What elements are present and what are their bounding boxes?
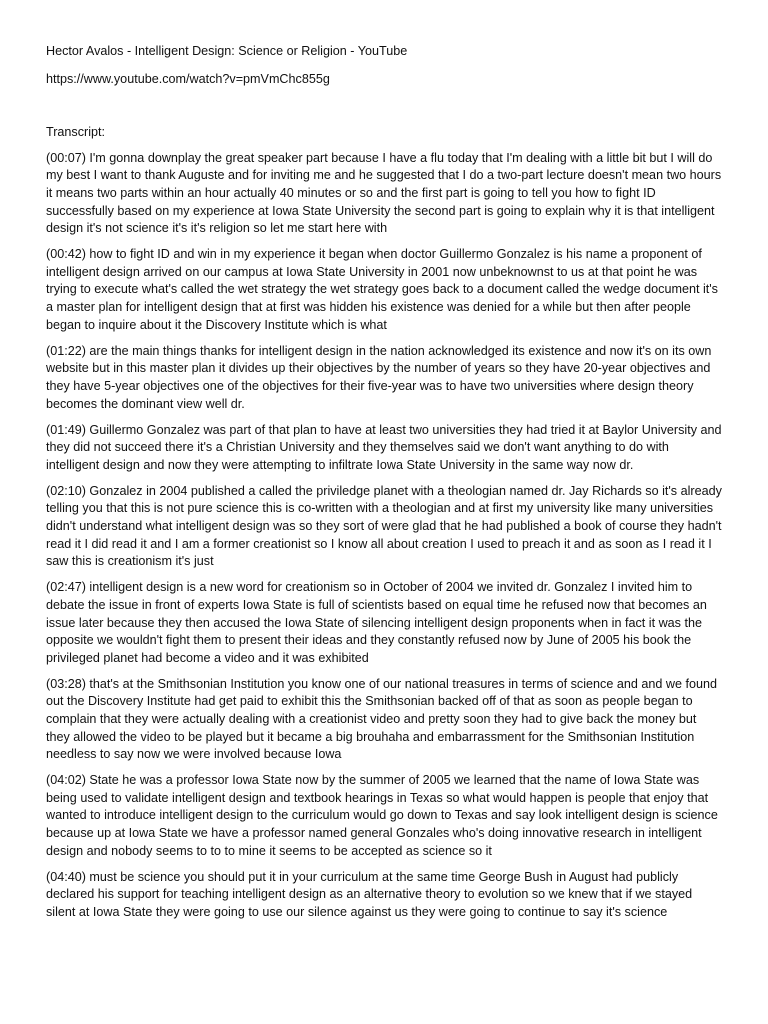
document-page xyxy=(46,43,722,930)
document-title: Hector Avalos - Intelligent Design: Science or Religion - YouTube xyxy=(46,44,408,58)
transcript-paragraph: (00:42) how to fight ID and win in my experience it began when doctor Guillermo Gonzalez is his name a proponent of intelligent design arrived on our campus at Iowa State University in 2001 now unbeknownst to us at that point he was trying to execute what's called the wet strategy the wet strategy goes back to a document called the wedge document it's a master plan for intelligent design that at first was hidden his existence was denied for a while but then after people began to inquire about it the Discovery Institute which is what xyxy=(46,247,718,332)
transcript-paragraph: (04:40) must be science you should put it in your curriculum at the same time George Bush in August had publicly declared his support for teaching intelligent design as an alternative theory to evolution so we knew that if we stayed silent at Iowa State they were going to use our silence against us they were going to continue to say it's science xyxy=(46,869,693,919)
transcript-paragraph: (01:22) are the main things thanks for intelligent design in the nation acknowledged its existence and now it's on its own website but in this master plan it divides up their objectives by the number of years so they have 20-year objectives and they have 5-year objectives one of the objectives for their five-year was to have two universities where design theory becomes the dominant view well dr. xyxy=(46,343,712,411)
transcript-paragraph: (04:02) State he was a professor Iowa State now by the summer of 2005 we learned that the name of Iowa State was being used to validate intelligent design and textbook hearings in Texas so what would happen is people that enjoy that wanted to introduce intelligent design to the curriculum would go down to Texas and say look intelligent design is science because up at Iowa State we have a professor named general Gonzales who's doing innovative research in intelligent design and nobody seems to to to mine it seems to be accepted as science so it xyxy=(46,773,718,858)
transcript-label: Transcript: xyxy=(46,125,106,140)
video-url: https://www.youtube.com/watch?v=pmVmChc855g xyxy=(46,71,330,86)
transcript-paragraph: (02:47) intelligent design is a new word for creationism so in October of 2004 we invited dr. Gonzalez I invited him to debate the issue in front of experts Iowa State is full of scientists based on equal time he refused now that becomes an issue later because they then accused the Iowa State of silencing intelligent design proponents when in fact it was the opposite we wouldn't fight them to present their ideas and they constantly refused now by June of 2005 his book the privileged planet had become a video and it was exhibited xyxy=(46,580,707,665)
transcript-paragraph: (01:49) Guillermo Gonzalez was part of that plan to have at least two universities they had tried it at Baylor University and they did not succeed there it's a Christian University and they themselves said we don't want anything to do with intelligent design and now they were attempting to infiltrate Iowa State University in the same way now dr. xyxy=(46,422,722,472)
transcript-paragraph: (02:10) Gonzalez in 2004 published a called the priviledge planet with a theologian named dr. Jay Richards so it's already telling you that this is not pure science this is co-written with a theologian and at first my university like many universities didn't understand what intelligent design was so they sort of were glad that he had published a book of course they hadn't read it I did read it and I am a former creationist so I know all about creation I used to preach it and as soon as I read it I saw this is creationism it's just xyxy=(46,483,722,569)
transcript-paragraph: (03:28) that's at the Smithsonian Institution you know one of our national treasures in terms of science and and we found out the Discovery Institute had get paid to exhibit this the Smithsonian backed off of that as soon as people began to complain that they were actually dealing with a creationist video and pretty soon they had to give back the money but they allowed the video to be played but it became a big brouhaha and embarrassment for the Smithsonian Institution needless to say now we were involved because Iowa xyxy=(46,676,717,762)
transcript-paragraph: (00:07) I'm gonna downplay the great speaker part because I have a flu today that I'm dealing with a little bit but I will do my best I want to thank Auguste and for inviting me and he suggested that I do a two-part lecture doesn't mean two hours it means two parts within an hour actually 40 minutes or so and the first part is going to tell you how to fight ID successfully based on my experience at Iowa State University the second part is going to explain why it is that intelligent design it's not science it's it's religion so let me start here with xyxy=(46,150,722,236)
